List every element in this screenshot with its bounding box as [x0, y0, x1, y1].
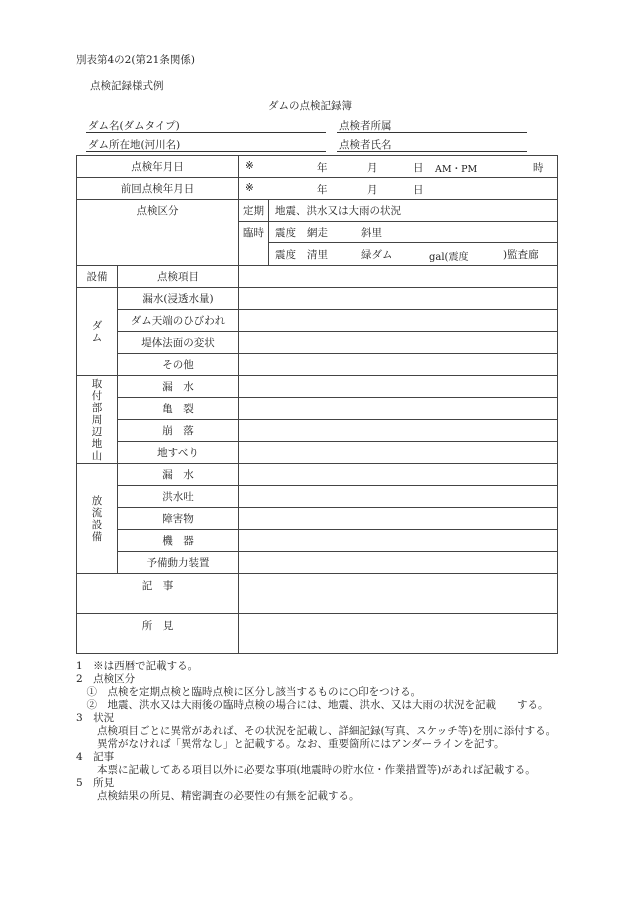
- example-label: 点検記録様式例: [90, 80, 164, 92]
- item-label: 洪水吐: [118, 486, 239, 508]
- item-status-cell[interactable]: [239, 508, 558, 530]
- category-label: 点検区分: [77, 200, 239, 266]
- inspection-date-label: 点検年月日: [77, 156, 239, 178]
- inspector-org-label: 点検者所属: [339, 120, 392, 132]
- note-line: 3 状況: [76, 712, 115, 724]
- note-line: 点検結果の所見、精密調査の必要性の有無を記載する。: [76, 790, 360, 802]
- item-label: 崩 落: [118, 420, 239, 442]
- seismic-row-1[interactable]: [269, 222, 558, 243]
- item-label: 地すべり: [118, 442, 239, 464]
- record-label: 記 事: [77, 574, 239, 614]
- item-status-cell[interactable]: [239, 552, 558, 574]
- note-line: 異常がなければ「異常なし」と記載する。なお、重要箇所にはアンダーラインを記す。: [76, 738, 505, 750]
- year-unit: 年: [317, 162, 328, 174]
- item-label: 亀 裂: [118, 398, 239, 420]
- inspector-name-line: [337, 151, 527, 152]
- inspector-name-label: 点検者氏名: [339, 139, 392, 151]
- seismic-label: 震度: [275, 227, 296, 239]
- location-kiyosato: 清里: [307, 249, 328, 261]
- opinion-field[interactable]: [239, 614, 558, 654]
- kome-mark: ※: [245, 160, 254, 172]
- item-status-cell[interactable]: [239, 332, 558, 354]
- dam-location-label: ダム所在地(河川名): [88, 139, 181, 151]
- status-header: [239, 266, 558, 288]
- disaster-status-label: 地震、洪水又は大雨の状況: [269, 200, 558, 222]
- group-outlet-label: 放 流 設 備: [77, 464, 118, 574]
- year-unit: 年: [317, 184, 328, 196]
- item-label: 漏水(浸透水量): [118, 288, 239, 310]
- item-label: 堤体法面の変状: [118, 332, 239, 354]
- note-line: 本票に記載してある項目以外に必要な事項(地震時の貯水位・作業措置等)があれば記載する。: [76, 764, 536, 776]
- item-status-cell[interactable]: [239, 420, 558, 442]
- group-dam-label: ダ ム: [77, 288, 118, 376]
- item-label: 漏 水: [118, 464, 239, 486]
- note-line: 1 ※は西暦で記載する。: [76, 660, 199, 672]
- page-title: ダムの点検記録簿: [268, 100, 352, 112]
- dam-location-line: [86, 151, 326, 152]
- record-field[interactable]: [239, 574, 558, 614]
- location-shari: 斜里: [361, 227, 382, 239]
- item-label: ダム天端のひびわれ: [118, 310, 239, 332]
- previous-date-row: [77, 178, 558, 200]
- note-line: 点検項目ごとに異常があれば、その状況を記載し、詳細記録(写真、スケッチ等)を別に添付する。: [76, 725, 557, 737]
- note-line: 4 記事: [76, 751, 115, 763]
- opinion-label: 所 見: [77, 614, 239, 654]
- item-status-cell[interactable]: [239, 442, 558, 464]
- item-status-cell[interactable]: [239, 288, 558, 310]
- dam-name-label: ダム名(ダムタイプ): [88, 120, 180, 132]
- inspection-date-row: [77, 156, 558, 178]
- regular-option[interactable]: 定期: [239, 200, 269, 222]
- group-abutment-label: 取 付 部 周 辺 地 山: [77, 376, 118, 464]
- item-status-cell[interactable]: [239, 354, 558, 376]
- month-unit: 月: [367, 162, 378, 174]
- item-header: 点検項目: [118, 266, 239, 288]
- location-midori-dam: 緑ダム: [361, 249, 393, 261]
- note-line: 5 所見: [76, 777, 115, 789]
- extra-option[interactable]: 臨時: [239, 222, 269, 266]
- day-unit: 日: [413, 162, 424, 174]
- seismic-row-2[interactable]: [269, 243, 558, 266]
- record-row: [77, 574, 558, 614]
- dam-name-line: [86, 132, 326, 133]
- item-status-cell[interactable]: [239, 310, 558, 332]
- inspector-org-line: [337, 132, 527, 133]
- annex-reference: 別表第4の2(第21条関係): [76, 54, 195, 66]
- item-status-cell[interactable]: [239, 530, 558, 552]
- inspection-form-table: [76, 155, 558, 654]
- item-label: 予備動力装置: [118, 552, 239, 574]
- item-status-cell[interactable]: [239, 464, 558, 486]
- opinion-row: [77, 614, 558, 654]
- item-status-cell[interactable]: [239, 398, 558, 420]
- kome-mark: ※: [245, 182, 254, 194]
- item-label: 機 器: [118, 530, 239, 552]
- note-line: ① 点検を定期点検と臨時点検に区分し該当するものに○印をつける。: [76, 686, 422, 698]
- item-label: 漏 水: [118, 376, 239, 398]
- note-line: 2 点検区分: [76, 673, 136, 685]
- equipment-header: 設備: [77, 266, 118, 288]
- previous-date-label: 前回点検年月日: [77, 178, 239, 200]
- location-abashiri: 網走: [307, 227, 328, 239]
- ampm-unit: AM・PM: [435, 164, 478, 175]
- item-status-cell[interactable]: [239, 376, 558, 398]
- hour-unit: 時: [533, 162, 544, 174]
- category-row-1: [77, 200, 558, 222]
- month-unit: 月: [367, 184, 378, 196]
- gal-label: gal(震度: [429, 252, 469, 263]
- gallery-label: )監査廊: [503, 249, 539, 261]
- day-unit: 日: [413, 184, 424, 196]
- instructions-notes: [76, 660, 566, 803]
- item-label: その他: [118, 354, 239, 376]
- item-label: 障害物: [118, 508, 239, 530]
- seismic-label: 震度: [275, 249, 296, 261]
- items-header-row: [77, 266, 558, 288]
- item-status-cell[interactable]: [239, 486, 558, 508]
- inspection-date-value[interactable]: [239, 156, 558, 178]
- note-line: ② 地震、洪水又は大雨後の臨時点検の場合には、地震、洪水、又は大雨の状況を記載 する。: [76, 699, 549, 711]
- previous-date-value[interactable]: [239, 178, 558, 200]
